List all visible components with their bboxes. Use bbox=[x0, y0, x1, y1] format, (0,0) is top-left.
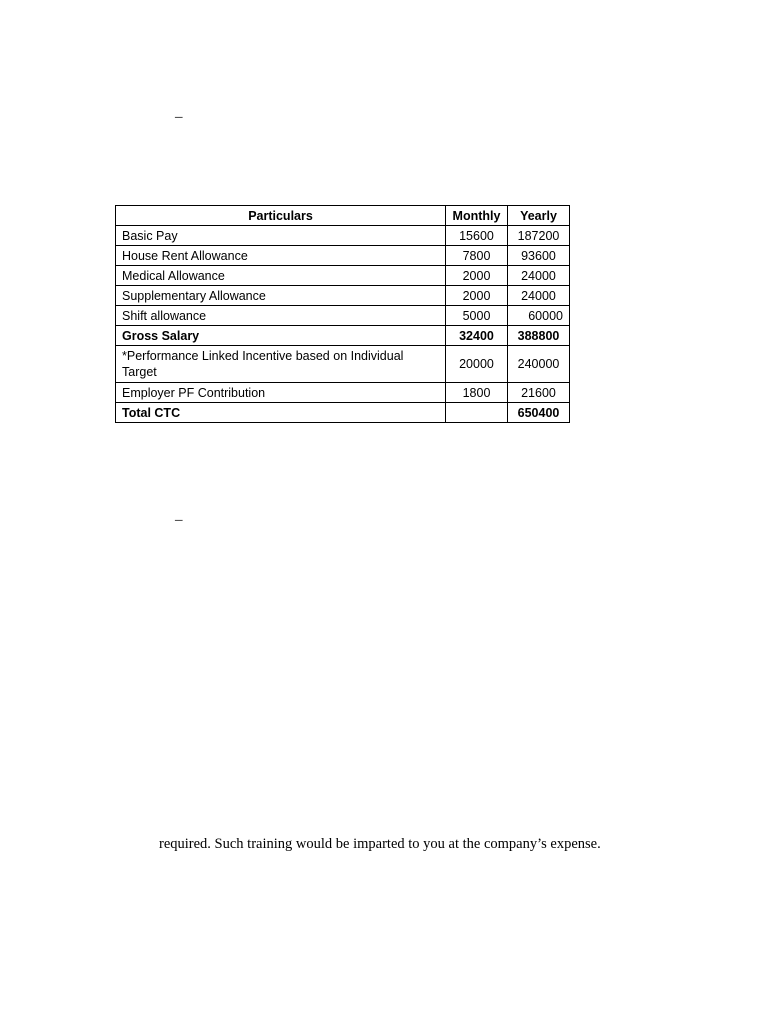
table-row bbox=[116, 346, 570, 383]
dash-mark-2: – bbox=[175, 512, 183, 528]
table-row bbox=[116, 383, 570, 403]
header-monthly: Monthly bbox=[446, 206, 508, 226]
row-label: Medical Allowance bbox=[116, 266, 446, 286]
row-monthly: 5000 bbox=[446, 306, 508, 326]
row-yearly: 93600 bbox=[508, 246, 570, 266]
row-yearly: 388800 bbox=[508, 326, 570, 346]
row-monthly: 15600 bbox=[446, 226, 508, 246]
row-yearly: 24000 bbox=[508, 286, 570, 306]
row-yearly: 24000 bbox=[508, 266, 570, 286]
row-monthly bbox=[446, 403, 508, 423]
row-label: Shift allowance bbox=[116, 306, 446, 326]
ctc-table bbox=[115, 205, 570, 423]
table-row bbox=[116, 306, 570, 326]
row-label: *Performance Linked Incentive based on Individual Target bbox=[116, 346, 446, 383]
row-monthly: 2000 bbox=[446, 286, 508, 306]
row-label: Basic Pay bbox=[116, 226, 446, 246]
table-row bbox=[116, 286, 570, 306]
row-monthly: 1800 bbox=[446, 383, 508, 403]
row-label: House Rent Allowance bbox=[116, 246, 446, 266]
row-yearly: 650400 bbox=[508, 403, 570, 423]
row-label: Employer PF Contribution bbox=[116, 383, 446, 403]
table-row-gross-salary bbox=[116, 326, 570, 346]
table-row bbox=[116, 266, 570, 286]
row-yearly: 21600 bbox=[508, 383, 570, 403]
row-label: Total CTC bbox=[116, 403, 446, 423]
table-row-total-ctc bbox=[116, 403, 570, 423]
table-row bbox=[116, 246, 570, 266]
row-yearly: 240000 bbox=[508, 346, 570, 383]
row-yearly: 60000 bbox=[508, 306, 570, 326]
body-paragraph-fragment: required. Such training would be imparted to you at the company’s expense. bbox=[159, 836, 601, 852]
header-yearly: Yearly bbox=[508, 206, 570, 226]
row-yearly: 187200 bbox=[508, 226, 570, 246]
dash-mark-1: – bbox=[175, 109, 183, 125]
row-monthly: 2000 bbox=[446, 266, 508, 286]
header-particulars: Particulars bbox=[116, 206, 446, 226]
table-header-row bbox=[116, 206, 570, 226]
row-label: Supplementary Allowance bbox=[116, 286, 446, 306]
row-label: Gross Salary bbox=[116, 326, 446, 346]
table-row bbox=[116, 226, 570, 246]
row-monthly: 20000 bbox=[446, 346, 508, 383]
row-monthly: 32400 bbox=[446, 326, 508, 346]
row-monthly: 7800 bbox=[446, 246, 508, 266]
